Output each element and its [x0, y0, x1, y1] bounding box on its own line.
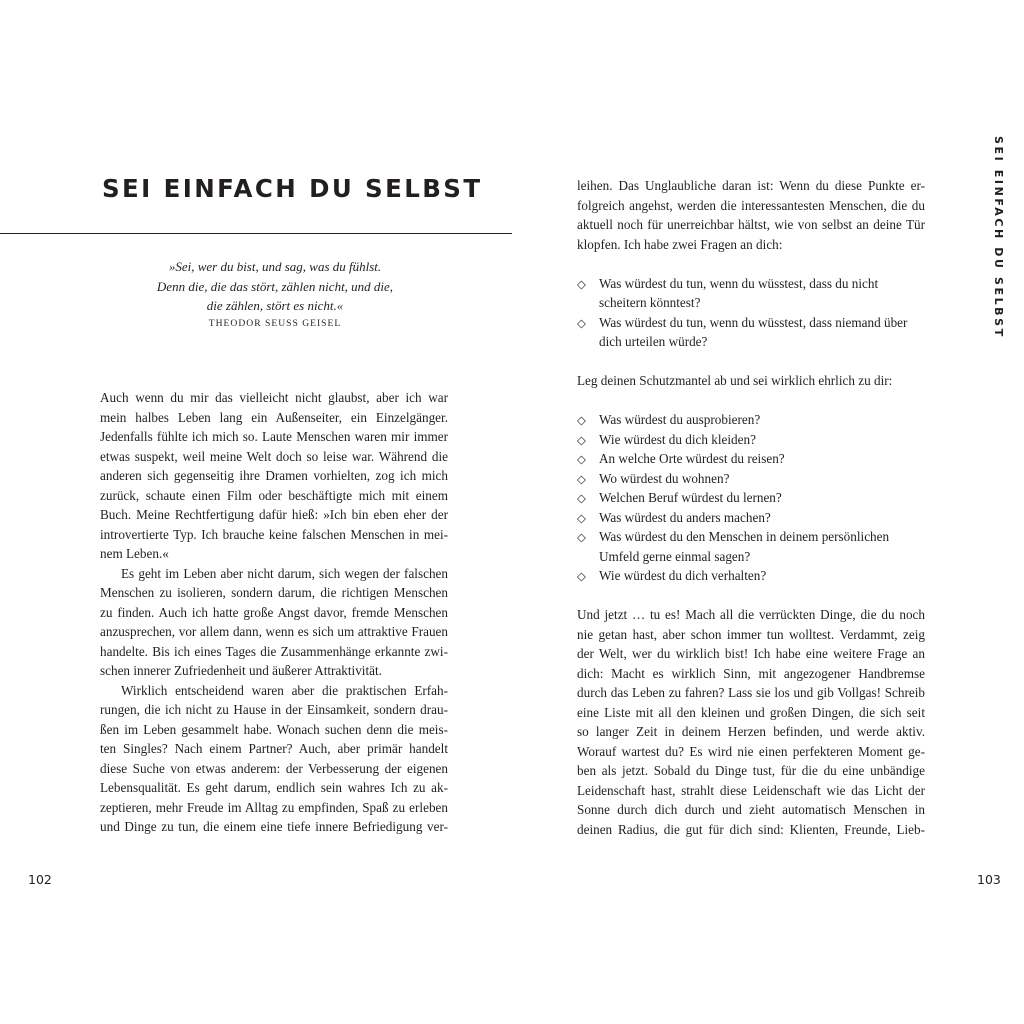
spacer — [577, 586, 925, 606]
text-line: ßen im Leben gesammelt habe. Wonach suchen denn die meis- — [100, 721, 448, 737]
list-item-text: Welchen Beruf würdest du lernen? — [599, 490, 782, 505]
page-number-left: 102 — [28, 872, 52, 887]
title-rule — [0, 233, 512, 234]
list-item-continuation: Umfeld gerne einmal sagen? — [599, 548, 751, 564]
diamond-icon: ◇ — [577, 569, 586, 583]
text-line: nie getan hast, aber schon immer tun wolltest. Verdammt, zeig — [577, 626, 925, 642]
text-line: deinen Radius, die gut für dich sind: Klienten, Freunde, Lieb- — [577, 821, 925, 837]
text-line: mein halbes Leben lang ein Außenseiter, ein Einzelgänger. — [100, 409, 448, 425]
list-item — [577, 274, 925, 294]
text-line: zurück, schaute einen Film oder beschäftigte mich mit einem — [100, 487, 448, 503]
text-line: durch das Leben zu fahren? Lass sie los und gib Vollgas! Schreib — [577, 685, 925, 700]
list-item-text: Wo würdest du wohnen? — [599, 470, 730, 486]
list-item — [577, 410, 925, 430]
list-item-text: Was würdest du tun, wenn du wüsstest, dass niemand über — [599, 314, 908, 330]
text-line: Worauf wartest du? Es wird nie einen perfekteren Moment ge- — [577, 743, 925, 759]
text-line: Lebensqualität. Es geht darum, endlich sein wahres Ich zu ak- — [100, 780, 448, 795]
diamond-icon: ◇ — [577, 530, 586, 544]
list-item — [577, 430, 925, 450]
diamond-icon: ◇ — [577, 315, 586, 330]
epigraph-line: die zählen, stört es nicht.« — [206, 298, 344, 313]
diamond-icon: ◇ — [577, 432, 586, 447]
text-line: Sonne durch dich durch und zieht automatisch Menschen in — [577, 802, 925, 817]
spacer — [577, 391, 925, 411]
text-line: ben als jetzt. Sobald du Dinge tust, für die du eine unbändige — [577, 763, 925, 778]
list-item-text: Wie würdest du dich verhalten? — [599, 568, 767, 583]
text-line: der Welt, wer du wirklich bist! Ich habe eine weitere Frage an — [577, 646, 925, 661]
list-item — [577, 527, 925, 547]
list-item — [577, 313, 925, 333]
diamond-icon: ◇ — [577, 452, 586, 466]
text-line: folgreich angehst, werden die interessantesten Menschen, die du — [577, 197, 925, 213]
text-line: zeptieren, mehr Freude im Alltag zu empfinden, Spaß zu erleben — [100, 799, 448, 815]
list-item-text: An welche Orte würdest du reisen? — [599, 451, 785, 466]
text-line: nem Leben.« — [100, 546, 169, 561]
page-number-right: 103 — [977, 872, 1001, 887]
text-line: Jedenfalls fühlte ich mich so. Laute Menschen waren mir immer — [100, 429, 448, 444]
diamond-icon: ◇ — [577, 413, 586, 427]
list-item-continuation: scheitern könntest? — [599, 295, 701, 310]
diamond-icon: ◇ — [577, 276, 586, 291]
diamond-icon: ◇ — [577, 491, 586, 505]
text-line: klopfen. Ich habe zwei Fragen an dich: — [577, 236, 783, 252]
chapter-title: SEI EINFACH DU SELBST — [102, 174, 483, 203]
text-line: Es geht im Leben aber nicht darum, sich wegen der falschen — [121, 565, 448, 581]
running-head: SEI EINFACH DU SELBST — [992, 136, 1005, 339]
list-item-text: Was würdest du den Menschen in deinem persönlichen — [599, 529, 890, 544]
text-line: diese Suche von etwas anderem: der Verbesserung der eigenen — [100, 760, 448, 776]
list-item — [577, 469, 925, 489]
epigraph-author: THEODOR SEUSS GEISEL — [208, 317, 342, 329]
text-line: Buch. Meine Rechtfertigung dafür hieß: »Ich bin eben eher der — [100, 507, 448, 522]
spacer — [577, 254, 925, 274]
text-line: Leidenschaft hast, strahlt diese Leidenschaft wie das Licht der — [577, 782, 925, 798]
spacer — [577, 352, 925, 372]
epigraph-line: Denn die, die das stört, zählen nicht, und die, — [156, 278, 394, 294]
text-line: dich: Macht es wirklich Sinn, mit angezogener Handbremse — [577, 665, 925, 681]
right-body-text — [577, 176, 925, 839]
text-line: ten Singles? Nach einem Partner? Auch, aber primär handelt — [100, 741, 448, 756]
text-line: zu finden. Auch ich hatte große Angst davor, fremde Menschen — [100, 604, 448, 620]
text-line: anzusprechen, vor allem dann, wenn es sich um attraktive Frauen — [100, 624, 448, 639]
epigraph-line: »Sei, wer du bist, und sag, was du fühlst. — [168, 259, 382, 274]
text-line: Wirklich entscheidend waren aber die praktischen Erfah- — [121, 682, 448, 698]
diamond-icon: ◇ — [577, 471, 586, 486]
text-line: und Dinge zu tun, die einem eine tiefe innere Befriedigung ver- — [100, 819, 448, 834]
list-item — [577, 508, 925, 528]
text-line: Leg deinen Schutzmantel ab und sei wirklich ehrlich zu dir: — [577, 373, 893, 388]
text-line: eine Liste mit all den kleinen und großen Dingen, die sich seit — [577, 704, 925, 720]
text-line: schen innerer Zufriedenheit und äußerer Attraktivität. — [100, 663, 382, 678]
left-body-text — [100, 388, 448, 837]
list-item-continuation: dich urteilen würde? — [599, 334, 708, 349]
text-line: anderen sich gegenseitig ihre Dramen vorhielten, zog ich mich — [100, 468, 448, 483]
list-item-text: Was würdest du tun, wenn du wüsstest, dass du nicht — [599, 275, 879, 291]
text-line: leihen. Das Unglaubliche daran ist: Wenn du diese Punkte er- — [577, 178, 925, 193]
text-line: etwas suspekt, weil meine Welt doch so leise war. Während die — [100, 448, 448, 464]
list-item — [577, 566, 925, 586]
text-line: handelte. Bis ich eines Tages die Zusammenhänge erkannte zwi- — [100, 643, 448, 659]
text-line: rungen, die ich nicht zu Hause in der Einsamkeit, sondern drau- — [100, 702, 448, 717]
text-line: Auch wenn du mir das vielleicht nicht glaubst, aber ich war — [100, 390, 448, 405]
list-item-text: Was würdest du anders machen? — [599, 509, 771, 525]
diamond-icon: ◇ — [577, 510, 586, 525]
text-line: Menschen zu isolieren, sondern darum, die richtigen Menschen — [100, 585, 448, 600]
text-line: aktuell noch für unerreichbar hältst, wie von selbst an deine Tür — [577, 217, 925, 232]
list-item — [577, 449, 925, 469]
text-line: Und jetzt … tu es! Mach all die verrückten Dinge, die du noch — [577, 607, 925, 622]
text-line: so langer Zeit in deinem Herzen befinden, und werde aktiv. — [577, 724, 925, 739]
text-line: introvertierte Typ. Ich brauche keine falschen Menschen in mei- — [100, 526, 448, 542]
list-item-text: Wie würdest du dich kleiden? — [599, 431, 756, 447]
list-item-text: Was würdest du ausprobieren? — [599, 412, 761, 427]
list-item — [577, 488, 925, 508]
epigraph — [120, 257, 430, 331]
